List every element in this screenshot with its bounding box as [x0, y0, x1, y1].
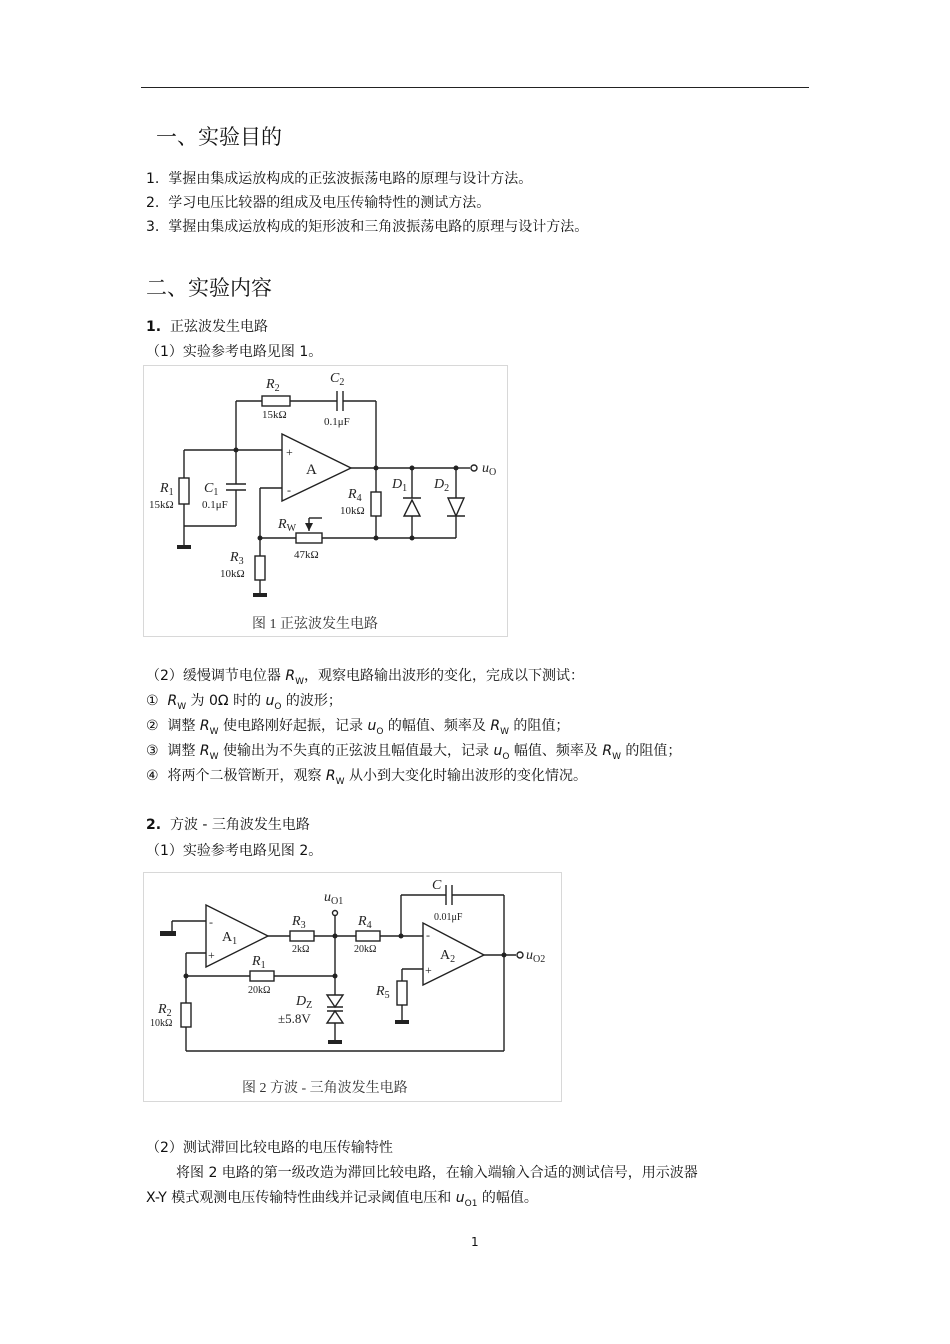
svg-text:R4: $R_4$ — [348, 487, 362, 504]
svg-text:20kΩ: 20kΩ — [248, 985, 271, 996]
page-number: 1 — [471, 1235, 479, 1249]
objective-item-1: 1. 掌握由集成运放构成的正弦波振荡电路的原理与设计方法。 — [146, 171, 533, 187]
svg-text:R3: $R_3$ — [230, 550, 244, 567]
svg-text:uO1: $u_{O1}$ — [324, 890, 344, 907]
sine-step-2: （2）缓慢调节电位器 $R_W$，观察电路输出波形的变化，完成以下测试： — [146, 668, 584, 687]
svg-text:D2: $D_2$ — [434, 477, 450, 494]
section-title-objectives: 一、实验目的 — [156, 125, 282, 149]
svg-text:15kΩ: 15kΩ — [262, 409, 287, 421]
svg-text:A1: $A_1$ — [222, 930, 238, 947]
svg-text:C1: $C_1$ — [204, 481, 219, 498]
svg-text:+: + — [208, 948, 215, 962]
figure-2-caption: 图 2 方波 - 三角波发生电路 — [242, 1081, 408, 1096]
section-title-content: 二、实验内容 — [146, 276, 272, 300]
svg-text:0.1μF: 0.1μF — [324, 416, 350, 428]
svg-text:uO2: $u_{O2}$ — [526, 948, 546, 965]
header-rule — [141, 87, 809, 88]
square-step-2: （2）测试滞回比较电路的电压传输特性 — [146, 1140, 393, 1156]
svg-text:uO: $u_O$ — [482, 461, 497, 478]
svg-text:-: - — [209, 915, 213, 929]
svg-text:±5.8V: ±5.8V — [278, 1011, 311, 1026]
svg-text:R4: $R_4$ — [358, 914, 372, 931]
svg-text:R5: $R_5$ — [376, 984, 390, 1001]
square-step-1: （1）实验参考电路见图 2。 — [146, 843, 323, 859]
svg-text:R3: $R_3$ — [292, 914, 306, 931]
sine-step-1: （1）实验参考电路见图 1。 — [146, 344, 323, 360]
figure-1 — [143, 365, 508, 637]
figure-2-circuit — [144, 873, 561, 1101]
svg-text:+: + — [425, 963, 432, 977]
svg-text:2kΩ: 2kΩ — [292, 944, 310, 955]
svg-text:R2: $R_2$ — [158, 1002, 172, 1019]
subsection-title-square-triangle: 2. 方波 - 三角波发生电路 — [146, 817, 310, 833]
svg-text:0.01μF: 0.01μF — [434, 912, 463, 923]
svg-text:10kΩ: 10kΩ — [220, 568, 245, 580]
svg-text:-: - — [287, 483, 291, 497]
svg-text:RW: $R_W$ — [278, 517, 297, 534]
svg-text:15kΩ: 15kΩ — [149, 499, 174, 511]
svg-text:47kΩ: 47kΩ — [294, 549, 319, 561]
svg-text:-: - — [426, 928, 430, 942]
svg-text:A: A — [306, 462, 317, 478]
subsection-title-sine: 1. 正弦波发生电路 — [146, 319, 268, 335]
objective-item-2: 2. 学习电压比较器的组成及电压传输特性的测试方法。 — [146, 195, 491, 211]
sine-test-3: ③ 调整 $R_W$ 使输出为不失真的正弦波且幅值最大，记录 $u_O$ 幅值、频率及 $R_W$ 的阻值； — [146, 743, 682, 762]
sine-test-1: ① $R_W$ 为 0Ω 时的 $u_O$ 的波形； — [146, 693, 342, 712]
square-step-2-body-line-2: X-Y 模式观测电压传输特性曲线并记录阈值电压和 $u_{O1}$ 的幅值。 — [146, 1190, 538, 1209]
svg-text:C: C — [432, 878, 442, 893]
figure-1-circuit — [144, 366, 507, 636]
figure-2 — [143, 872, 562, 1102]
svg-text:R2: $R_2$ — [266, 377, 280, 394]
svg-text:R1: $R_1$ — [252, 954, 266, 971]
svg-text:0.1μF: 0.1μF — [202, 499, 228, 511]
svg-text:D1: $D_1$ — [392, 477, 408, 494]
sine-test-2: ② 调整 $R_W$ 使电路刚好起振，记录 $u_O$ 的幅值、频率及 $R_W$ 的阻值； — [146, 718, 570, 737]
svg-text:R1: $R_1$ — [160, 481, 174, 498]
objective-item-3: 3. 掌握由集成运放构成的矩形波和三角波振荡电路的原理与设计方法。 — [146, 219, 589, 235]
svg-text:A2: $A_2$ — [440, 948, 456, 965]
square-step-2-body-line-1: 将图 2 电路的第一级改造为滞回比较电路，在输入端输入合适的测试信号，用示波器 — [176, 1165, 698, 1181]
svg-text:C2: $C_2$ — [330, 371, 345, 388]
svg-text:20kΩ: 20kΩ — [354, 944, 377, 955]
svg-text:10kΩ: 10kΩ — [150, 1018, 173, 1029]
sine-test-4: ④ 将两个二极管断开，观察 $R_W$ 从小到大变化时输出波形的变化情况。 — [146, 768, 588, 787]
svg-text:+: + — [286, 445, 293, 459]
figure-1-caption: 图 1 正弦波发生电路 — [252, 617, 378, 632]
svg-text:DZ: $D_Z$ — [296, 994, 313, 1011]
svg-text:10kΩ: 10kΩ — [340, 505, 365, 517]
